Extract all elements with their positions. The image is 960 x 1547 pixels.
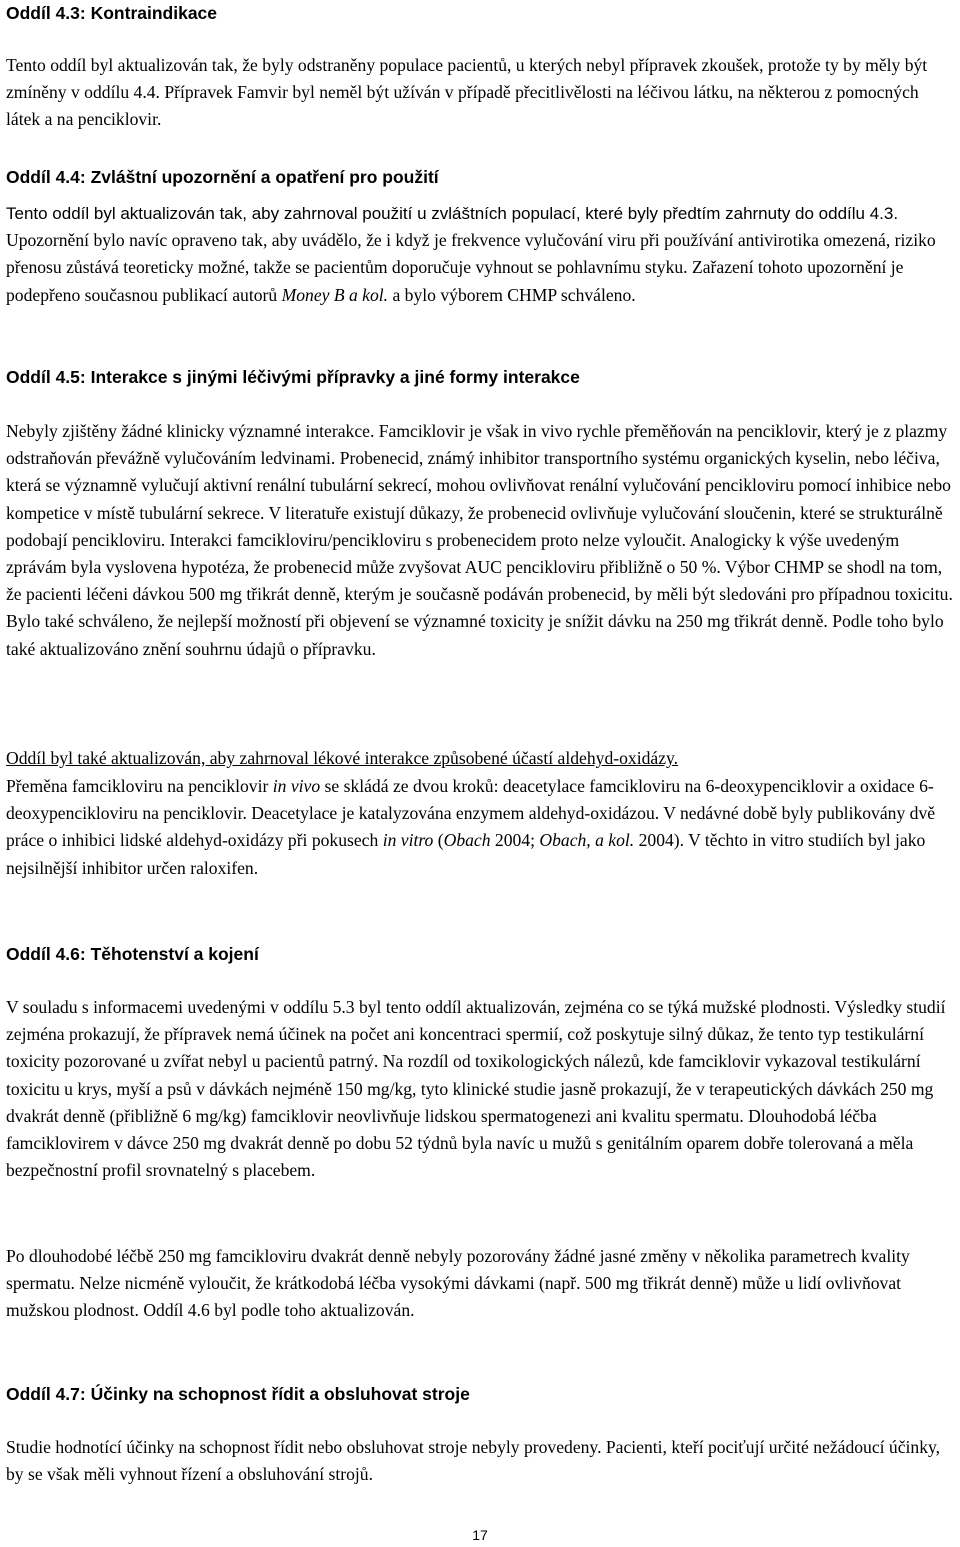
section-4-5-cite-obach: Obach xyxy=(443,830,491,851)
section-4-5-underlined-note: Oddíl byl také aktualizován, aby zahrnoval lékové interakce způsobené účastí aldehyd-oxidázy. xyxy=(6,748,679,768)
section-4-4-text-b: Upozornění bylo navíc opraveno tak, aby uvádělo, že i když je frekvence vylučování viru při používání antivirotika omezená, riziko přenosu zůstává teoreticky možné, takže se pacientům doporučuje vyhnout se pohlavnímu styku. Zařazení tohoto upozornění je podepřeno současnou publikací autorů xyxy=(6,230,936,305)
section-4-3-paragraph: Tento oddíl byl aktualizován tak, že byly odstraněny populace pacientů, u kterých nebyl přípravek zkoušek, protože ty by měly být zmíněny v oddílu 4.4. Přípravek Famvir byl neměl být užíván v případě přecitlivělosti na léčivou látku, na některou z pomocných látek a na penciklovir. xyxy=(6,55,928,130)
section-4-5-heading: Oddíl 4.5: Interakce s jinými léčivými přípravky a jiné formy interakce xyxy=(6,367,580,387)
section-4-4-paragraph xyxy=(6,200,956,309)
section-4-6-paragraph-2: Po dlouhodobé léčbě 250 mg famcikloviru dvakrát denně nebyly pozorovány žádné jasné změny v několika parametrech kvality spermatu. Nelze nicméně vyloučit, že krátkodobá léčba vysokými dávkami (např. 500 mg třikrát denně) může u lidí ovlivňovat mužskou plodnost. Oddíl 4.6 byl podle toho aktualizován. xyxy=(6,1246,910,1321)
section-4-5-text-a: Přeměna famcikloviru na penciklovir xyxy=(6,776,273,796)
section-4-5-in-vivo: in vivo xyxy=(272,776,321,796)
section-4-5-paragraph-1: Nebyly zjištěny žádné klinicky významné interakce. Famciklovir je však in vivo rychle přeměňován na penciklovir, který je z plazmy odstraňován převážně vylučováním ledvinami. Probenecid, známý inhibitor transportního systému organických kyselin, nebo léčiva, která se významně vylučují aktivní renální tubulární sekrecí, mohou ovlivňovat renální vylučování pencikloviru pomocí inhibice nebo kompetice v místě tubulární sekrece. V literatuře existují důkazy, že probenecid ovlivňuje vylučování sloučenin, které se strukturálně podobají pencikloviru. Interakci famcikloviru/pencikloviru s probenecidem proto nelze vyloučit. Analogicky k výše uvedeným zprávám byla vyslovena hypotéza, že probenecid může zvyšovat AUC pencikloviru přibližně o 50 %. Výbor CHMP se shodl na tom, že pacienti léčeni dávkou 500 mg třikrát denně, kterým je současně podáván probenecid, by měli být sledováni pro případnou toxicitu. Bylo také schváleno, že nejlepší možností při objevení se významné toxicity je snížit dávku na 250 mg třikrát denně. Podle toho bylo také aktualizováno znění souhrnu údajů o přípravku. xyxy=(6,421,953,659)
section-4-5-text-g: 2004; xyxy=(490,830,540,851)
section-4-4-citation-authors: Money B a kol. xyxy=(281,284,389,305)
section-4-5-paragraph-3 xyxy=(6,773,956,882)
section-4-5-text-c: se skládá ze dvou kroků: deacetylace famcikloviru na 6-deoxypenciklovir a oxidace 6-deoxypencikloviru na penciklovir. Deacetylace je katalyzována enzymem aldehyd-oxidázou. V nedávné době byly publikovány dvě práce o inhibici lidské aldehyd-oxidázy při pokusech xyxy=(6,776,936,851)
section-4-7-paragraph: Studie hodnotící účinky na schopnost řídit nebo obsluhovat stroje nebyly provedeny. Pacienti, kteří pociťují určité nežádoucí účinky, by se však měli vyhnout řízení a obsluhování strojů. xyxy=(6,1437,941,1485)
section-4-3-heading: Oddíl 4.3: Kontraindikace xyxy=(6,3,218,23)
section-4-5-paragraph-2 xyxy=(6,745,956,772)
section-4-5-text-i: 2004). V těchto in vitro studiích byl jako nejsilnější inhibitor určen raloxifen. xyxy=(6,830,926,878)
section-4-4-text-d: a bylo výborem CHMP schváleno. xyxy=(388,284,636,305)
page-number: 17 xyxy=(472,1527,488,1543)
section-4-5-in-vitro: in vitro xyxy=(382,830,434,851)
section-4-4-heading: Oddíl 4.4: Zvláštní upozornění a opatření pro použití xyxy=(6,167,439,187)
section-4-6-paragraph-1: V souladu s informacemi uvedenými v oddílu 5.3 byl tento oddíl aktualizován, zejména co se týká mužské plodnosti. Výsledky studií zejména prokazují, že přípravek nemá účinek na počet ani koncentraci spermií, což poskytuje silný důkaz, že tento typ testikulární toxicity pozorované u zvířat nebyl u pacientů patrný. Na rozdíl od toxikologických nálezů, kde famciklovir vykazoval testikulární toxicitu u krys, myší a psů v dávkách nejméně 150 mg/kg, tyto klinické studie jasně prokazují, že v terapeutických dávkách 250 mg dvakrát denně (přibližně 6 mg/kg) famciklovir neovlivňuje lidskou spermatogenezi ani kvalitu spermatu. Dlouhodobá léčba famciklovirem v dávce 250 mg dvakrát denně po dobu 52 týdnů byla navíc u mužů s genitálním oparem dobře tolerovaná a měla bezpečnostní profil srovnatelný s placebem. xyxy=(6,997,946,1181)
section-4-5-cite-obach-et-al: Obach, a kol. xyxy=(539,830,635,851)
section-4-5-text-e: ( xyxy=(433,830,444,851)
section-4-6-heading: Oddíl 4.6: Těhotenství a kojení xyxy=(6,944,259,964)
section-4-4-text-a: Tento oddíl byl aktualizován tak, aby zahrnoval použití u zvláštních populací, které byly předtím zahrnuty do oddílu 4.3. xyxy=(6,204,899,223)
section-4-7-heading: Oddíl 4.7: Účinky na schopnost řídit a obsluhovat stroje xyxy=(6,1384,470,1404)
